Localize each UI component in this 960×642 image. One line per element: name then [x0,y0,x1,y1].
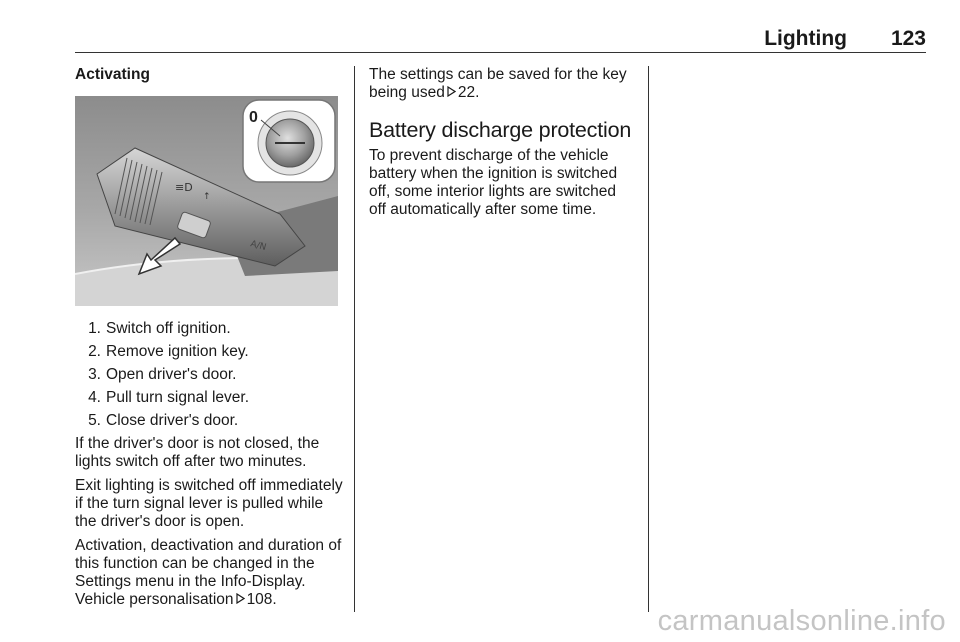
list-item: 4. Pull turn signal lever. [88,389,250,406]
activating-subheading: Activating [75,66,150,83]
column-divider [648,66,649,612]
exit-lighting-off-paragraph: Exit lighting is switched off immediately if the turn signal lever is pulled while the driver's door is open. [75,477,343,530]
key-position-label: 0 [249,109,258,126]
list-item: 3. Open driver's door. [88,366,237,383]
settings-saved-paragraph: The settings can be saved for the key being used 22. [369,66,627,101]
svg-text:↑: ↑ [203,192,211,202]
chapter-title: Lighting [764,27,847,50]
triangle-reference-icon [236,591,245,609]
svg-text:A/N: A/N [249,239,268,254]
activation-steps-list [75,320,343,430]
battery-discharge-heading: Battery discharge protection [369,118,632,142]
page-number: 123 [890,27,926,50]
triangle-reference-icon [447,84,456,102]
watermark: carmanualsonline.info [657,605,946,637]
page-reference[interactable]: 108. [246,591,277,608]
svg-text:≡D: ≡D [175,181,193,194]
list-item: 5. Close driver's door. [88,412,239,429]
list-item: 1. Switch off ignition. [88,320,231,337]
settings-paragraph: Activation, deactivation and duration of this function can be changed in the Settings menu in the Info-Display. Vehicle personalisation 108. [75,537,342,608]
right-column [369,66,637,225]
left-column [75,66,343,615]
list-item: 2. Remove ignition key. [88,343,249,360]
page-header [75,0,926,53]
page-reference[interactable]: 22. [457,84,480,101]
battery-discharge-paragraph: To prevent discharge of the vehicle battery when the ignition is switched off, some interior lights are switched off automatically after some time. [369,147,618,218]
column-divider [354,66,355,612]
turn-signal-lever-figure [75,96,338,306]
door-not-closed-paragraph: If the driver's door is not closed, the lights switch off after two minutes. [75,435,320,470]
